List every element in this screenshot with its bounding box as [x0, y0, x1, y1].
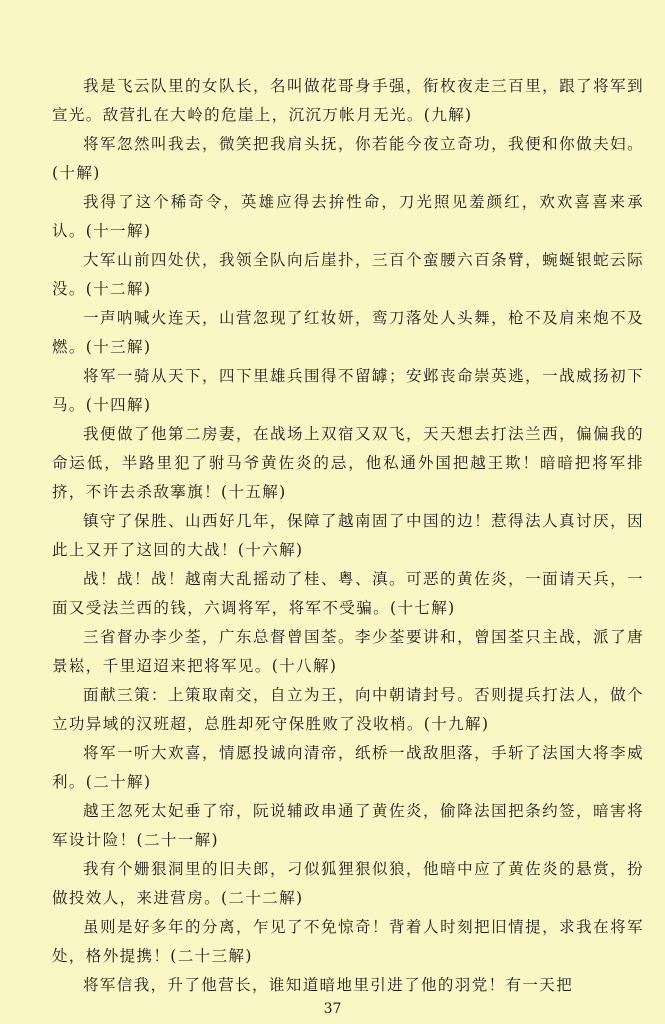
paragraph: 越王忽死太妃垂了帘，阮说辅政串通了黄佐炎，偷降法国把条约签，暗害将军设计险！(二十一解): [52, 802, 644, 849]
paragraph: 面献三策：上策取南交，自立为王，向中朝请封号。否则提兵打法人，做个立功异域的汉班超，总胜却死守保胜败了没收梢。(十九解): [52, 686, 644, 733]
paragraph: 镇守了保胜、山西好几年，保障了越南固了中国的边！惹得法人真讨厌，因此上又开了这回的大战！(十六解): [52, 512, 644, 559]
paragraph: 三省督办李少荃，广东总督曾国荃。李少荃要讲和，曾国荃只主战，派了唐景崧，千里迢迢来把将军见。(十八解): [52, 628, 644, 675]
paragraph: 我有个姗狠洞里的旧夫郎，刁似狐狸狠似狼，他暗中应了黄佐炎的悬赏，扮做投效人，来进营房。(二十二解): [52, 860, 644, 907]
paragraph: 一声呐喊火连天，山营忽现了红妆妍，鸾刀落处人头舞，枪不及肩来炮不及燃。(十三解): [52, 309, 644, 356]
paragraph: 战！战！战！越南大乱摇动了桂、粤、滇。可恶的黄佐炎，一面请天兵，一面又受法兰西的钱，六调将军，将军不受骗。(十七解): [52, 570, 644, 617]
paragraph: 我便做了他第二房妻，在战场上双宿又双飞，天天想去打法兰西，偏偏我的命运低，半路里犯了驸马爷黄佐炎的忌，他私通外国把越王欺！暗暗把将军排挤，不许去杀敌搴旗！(十五解): [52, 425, 644, 501]
page-number: 37: [323, 1001, 342, 1017]
text-body: [52, 72, 644, 1000]
paragraph: 将军一骑从天下，四下里雄兵围得不留罅；安邺丧命崇英逃，一战威扬初下马。(十四解): [52, 367, 644, 414]
paragraph: 将军忽然叫我去，微笑把我肩头抚，你若能今夜立奇功，我便和你做夫妇。(十解): [52, 135, 644, 182]
paragraph: 大军山前四处伏，我领全队向后崖扑，三百个蛮腰六百条臂，蜿蜒银蛇云际没。(十二解): [52, 251, 644, 298]
paragraph: 虽则是好多年的分离，乍见了不免惊奇！背着人时刻把旧情提，求我在将军处，格外提携！(二十三解): [52, 918, 644, 965]
paragraph: 我得了这个稀奇令，英雄应得去拚性命，刀光照见羞颜红，欢欢喜喜来承认。(十一解): [52, 193, 644, 240]
paragraph: 将军一听大欢喜，情愿投诚向清帝，纸桥一战敌胆落，手斩了法国大将李威利。(二十解): [52, 744, 644, 791]
paragraph: 将军信我，升了他营长，谁知道暗地里引进了他的羽党！有一天把: [83, 976, 574, 994]
paragraph: 我是飞云队里的女队长，名叫做花哥身手强，衔枚夜走三百里，跟了将军到宣光。敌营扎在大岭的危崖上，沉沉万帐月无光。(九解): [52, 77, 644, 124]
